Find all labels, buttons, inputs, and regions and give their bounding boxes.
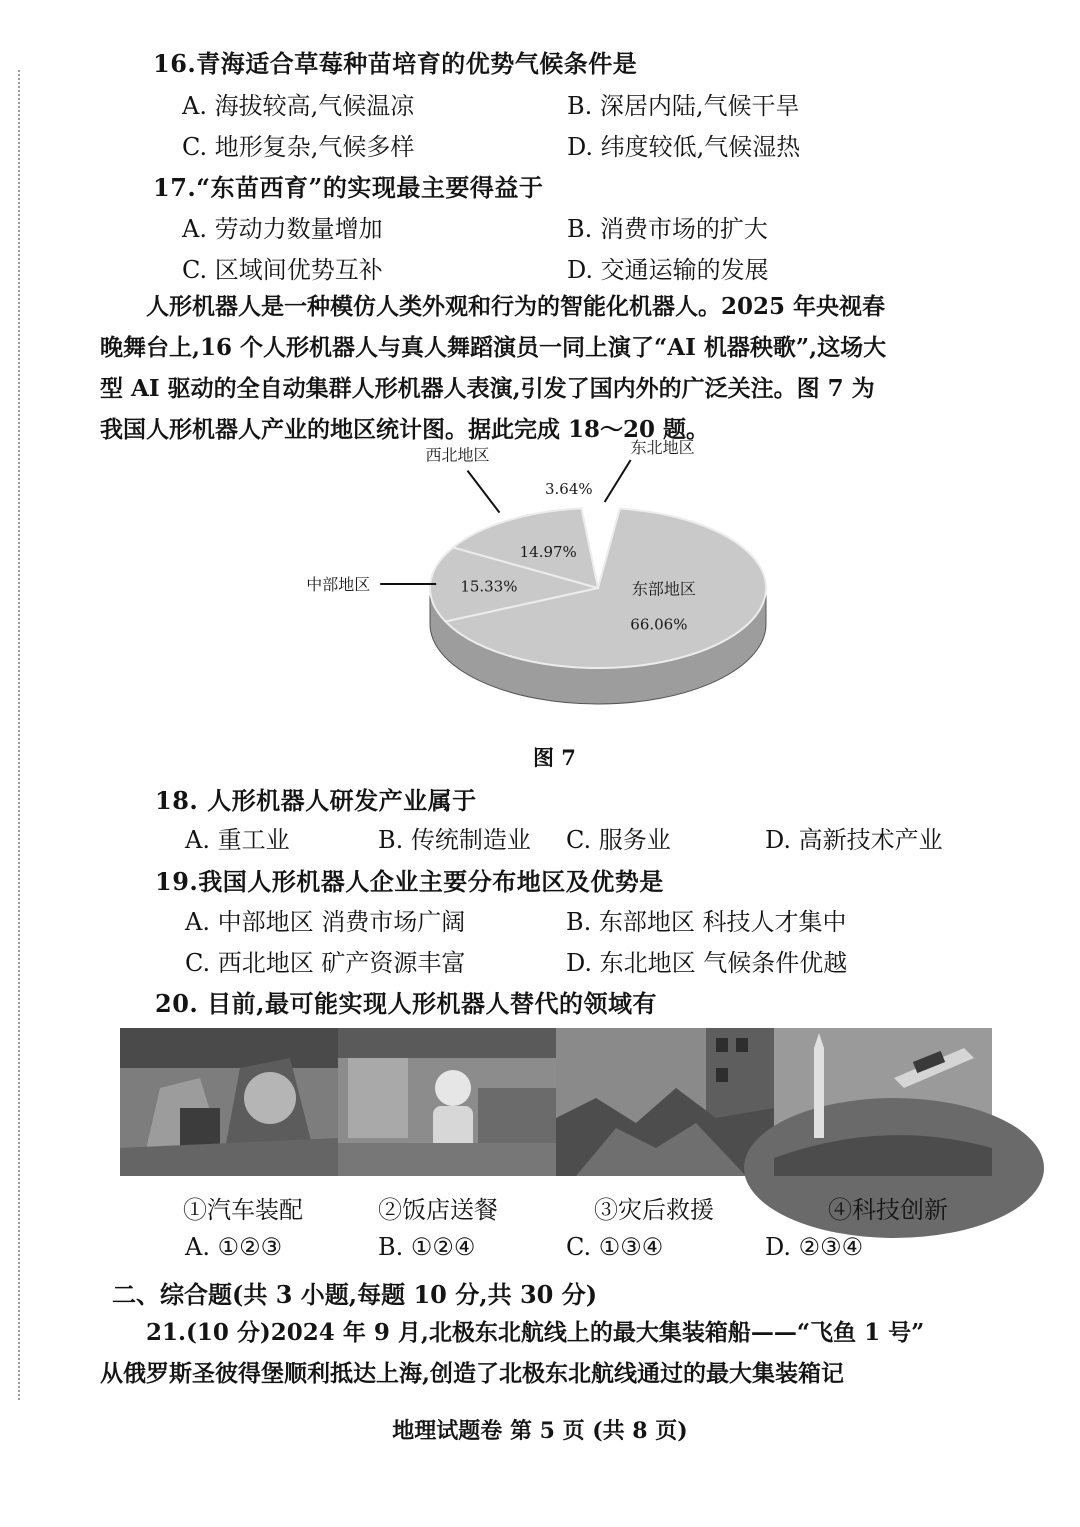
photo-tech-innovation [774,1028,992,1176]
q19-stem: 19.我国人形机器人企业主要分布地区及优势是 [155,867,664,896]
pie-chart-svg [290,438,810,735]
photo-caption-1: ①汽车装配 [183,1196,303,1224]
q21-line: 从俄罗斯圣彼得堡顺利抵达上海,创造了北极东北航线通过的最大集装箱记 [100,1360,845,1387]
q16-option-d: D. 纬度较低,气候湿热 [567,133,801,161]
q16-option-b: B. 深居内陆,气候干旱 [567,92,800,120]
q18-option-b: B. 传统制造业 [378,826,531,854]
q19-option-c: C. 西北地区 矿产资源丰富 [185,949,466,977]
q21-line: 21.(10 分)2024 年 9 月,北极东北航线上的最大集装箱船——“飞鱼 1 号” [146,1319,925,1346]
value-label-central: 15.33% [460,577,518,596]
passage-line: 人形机器人是一种模仿人类外观和行为的智能化机器人。2025 年央视春 [146,293,886,320]
q16-stem: 16.青海适合草莓种苗培育的优势气候条件是 [153,49,638,78]
q19-option-a: A. 中部地区 消费市场广阔 [185,908,466,936]
q21-text [100,1312,1005,1394]
q19-option-d: D. 东北地区 气候条件优越 [566,949,848,977]
category-label-east: 东部地区 [631,579,696,599]
q16-option-a: A. 海拔较高,气候温凉 [182,92,415,120]
q17-option-d: D. 交通运输的发展 [567,256,769,284]
photo-restaurant-delivery [338,1028,556,1176]
value-label-northeast: 3.64% [544,480,593,499]
q17-option-c: C. 区域间优势互补 [182,256,383,284]
passage-line: 型 AI 驱动的全自动集群人形机器人表演,引发了国内外的广泛关注。图 7 为 [100,375,875,402]
passage [100,286,1005,450]
photo-caption-4: ④科技创新 [828,1196,948,1224]
section-title: 二、综合题(共 3 小题,每题 10 分,共 30 分) [112,1280,598,1309]
q20-option-c: C. ①③④ [566,1233,664,1261]
photo-caption-2: ②饭店送餐 [378,1196,498,1224]
figure-caption: 图 7 [533,745,576,770]
q16-option-c: C. 地形复杂,气候多样 [182,133,415,161]
leader-line-northwest [467,471,499,513]
q17-option-b: B. 消费市场的扩大 [567,215,768,243]
value-label-east: 66.06% [630,615,688,634]
pie-chart [290,438,810,735]
leader-line-northeast [605,460,631,502]
q17-stem: 17.“东苗西育”的实现最主要得益于 [153,173,544,202]
category-label-northwest: 西北地区 [425,445,490,465]
q17-option-a: A. 劳动力数量增加 [182,215,383,243]
q18-stem: 18. 人形机器人研发产业属于 [155,786,477,815]
page-footer: 地理试题卷 第 5 页 (共 8 页) [392,1418,688,1444]
q20-option-b: B. ①②④ [378,1233,476,1261]
q20-option-a: A. ①②③ [185,1233,283,1261]
photo-disaster-rescue [556,1028,774,1176]
passage-line: 晚舞台上,16 个人形机器人与真人舞蹈演员一同上演了“AI 机器秧歌”,这场大 [100,334,887,361]
photo-caption-3: ③灾后救援 [594,1196,714,1224]
category-label-central: 中部地区 [306,575,371,595]
q18-option-a: A. 重工业 [185,826,290,854]
q20-stem: 20. 目前,最可能实现人形机器人替代的领域有 [155,989,657,1018]
q18-option-c: C. 服务业 [566,826,671,854]
q20-option-d: D. ②③④ [765,1233,864,1261]
q20-photo-strip [120,1028,992,1176]
photo-car-assembly [120,1028,338,1176]
passage-line: 我国人形机器人产业的地区统计图。据此完成 18～20 题。 [100,416,710,443]
q18-option-d: D. 高新技术产业 [765,826,943,854]
binding-margin-line [18,70,20,1400]
q19-option-b: B. 东部地区 科技人才集中 [566,908,847,936]
category-label-northeast: 东北地区 [630,438,695,458]
value-label-northwest: 14.97% [519,542,577,561]
